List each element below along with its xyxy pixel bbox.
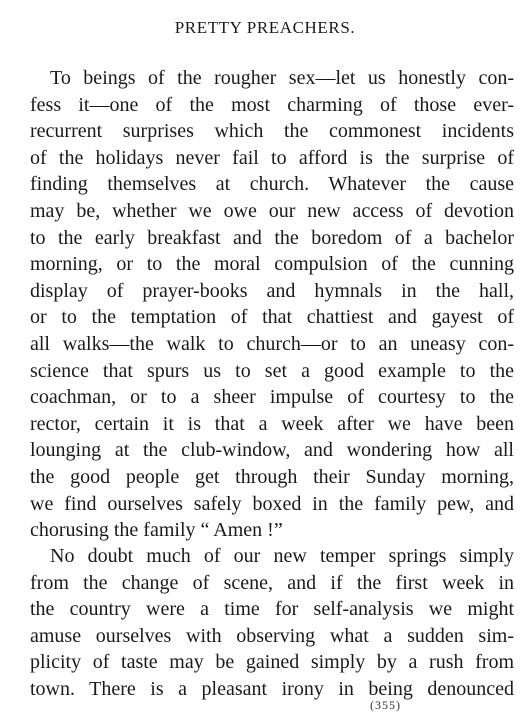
text-line: plicity of taste may be gained simply by a rush from <box>30 651 514 674</box>
text-line: from the change of scene, and if the first week in <box>30 571 514 594</box>
text-line: may be, whether we owe our new access of devotion <box>30 199 514 222</box>
paragraph-2 <box>30 543 514 703</box>
text-line: finding themselves at church. Whatever the cause <box>30 173 514 196</box>
page-number: (355) <box>370 698 401 712</box>
text-line: town. There is a pleasant irony in being denounced <box>30 677 514 700</box>
paragraph-1 <box>30 65 514 544</box>
text-line: fess it—one of the most charming of those ever- <box>30 93 514 116</box>
text-line: to the early breakfast and the boredom of a bachelor <box>30 226 514 249</box>
text-line: of the holidays never fail to afford is the surprise of <box>30 146 514 169</box>
text-line: To beings of the rougher sex—let us honestly con- <box>50 67 514 89</box>
text-line: chorusing the family “ Amen !” <box>30 519 283 542</box>
text-line: No doubt much of our new temper springs simply <box>50 545 514 567</box>
text-line: coachman, or to a sheer impulse of courtesy to the <box>30 386 514 409</box>
text-line: science that spurs us to set a good example to the <box>30 359 514 382</box>
text-line: all walks—the walk to church—or to an uneasy con- <box>30 332 514 355</box>
text-line: amuse ourselves with observing what a sudden sim- <box>30 624 514 647</box>
text-line: we find ourselves safely boxed in the family pew, and <box>30 492 514 515</box>
text-line: recurrent surprises which the commonest incidents <box>30 120 514 143</box>
text-line: lounging at the club-window, and wondering how all <box>30 439 514 462</box>
text-line: display of prayer-books and hymnals in the hall, <box>30 279 514 302</box>
chapter-title: PRETTY PREACHERS. <box>174 18 356 37</box>
text-line: or to the temptation of that chattiest and gayest of <box>30 306 514 329</box>
text-line: morning, or to the moral compulsion of the cunning <box>30 253 514 276</box>
text-line: rector, certain it is that a week after we have been <box>30 412 514 435</box>
text-line: the good people get through their Sunday morning, <box>30 465 514 488</box>
text-line: the country were a time for self-analysis we might <box>30 598 514 621</box>
